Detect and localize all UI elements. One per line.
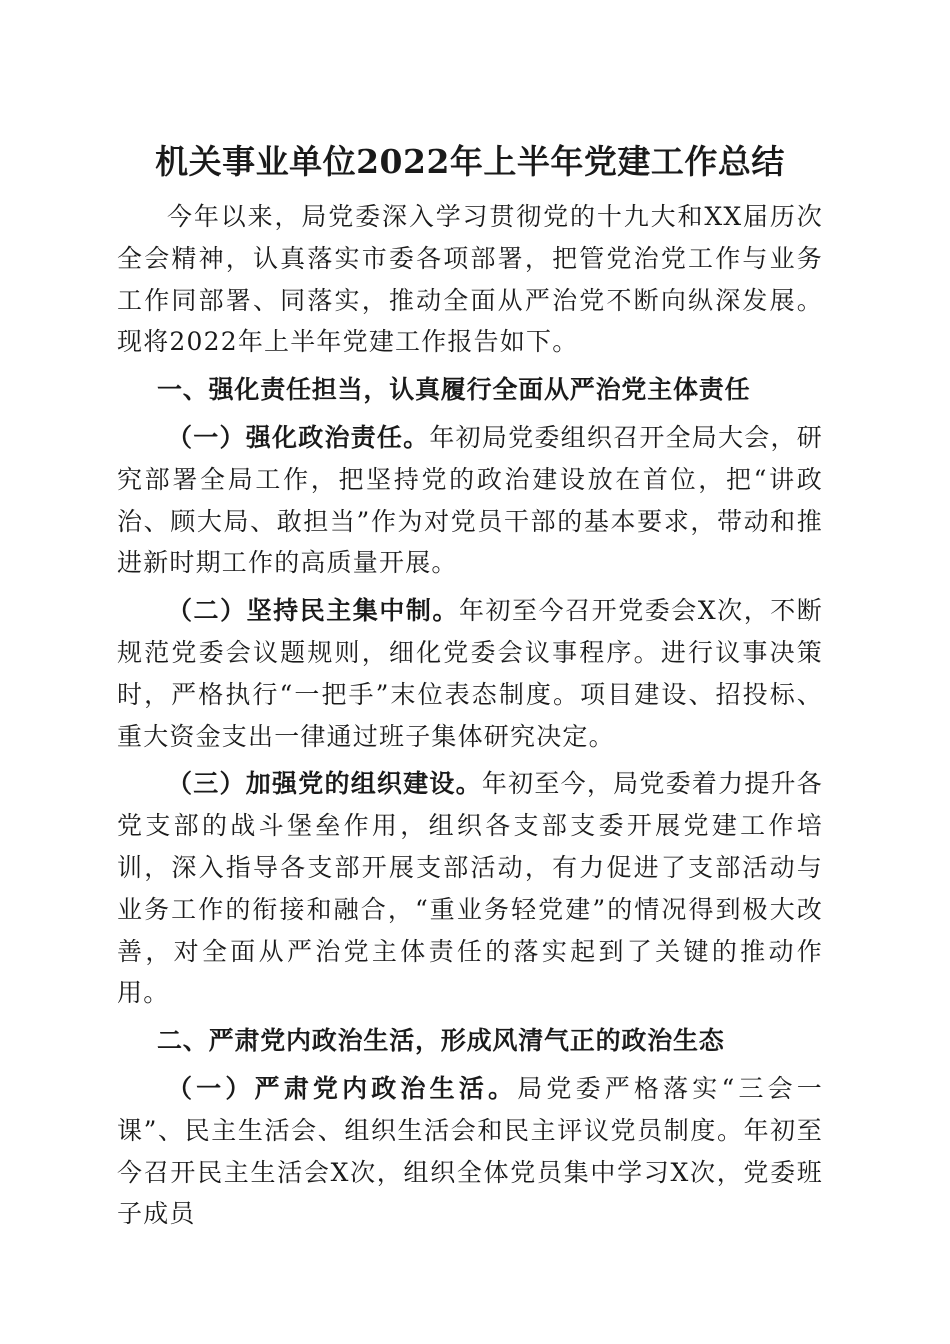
section-1-item-1-lead: （一）强化政治责任。 <box>167 422 430 452</box>
section-1-item-2-lead: （二）坚持民主集中制。 <box>167 596 459 626</box>
section-1-item-3-text: 年初至今，局党委着力提升各党支部的战斗堡垒作用，组织各支部支委开展党建工作培训，深入指导各支部开展支部活动，有力促进了支部活动与业务工作的衔接和融合，“重业务轻党建”的情况得到极大改善，对全面从严治党主体责任的落实起到了关键的推动作用。 <box>117 769 823 1008</box>
section-1-item-1 <box>117 417 823 584</box>
section-1-heading: 一、强化责任担当，认真履行全面从严治党主体责任 <box>157 375 751 405</box>
section-1-item-2-text: 年初至今召开党委会X次，不断规范党委会议题规则，细化党委会议事程序。进行议事决策时，严格执行“一把手”末位表态制度。项目建设、招投标、重大资金支出一律通过班子集体研究决定。 <box>117 596 824 751</box>
section-1-item-1-text: 年初局党委组织召开全局大会，研究部署全局工作，把坚持党的政治建设放在首位，把“讲政治、顾大局、敢担当”作为对党员干部的基本要求，带动和推进新时期工作的高质量开展。 <box>117 422 823 578</box>
document-title: 机关事业单位2022年上半年党建工作总结 <box>155 142 785 181</box>
section-1-item-3 <box>117 763 823 1014</box>
section-1-item-2 <box>117 590 823 757</box>
document-page <box>117 136 823 1241</box>
section-2-item-1 <box>117 1068 823 1235</box>
intro-paragraph: 今年以来，局党委深入学习贯彻党的十九大和XX届历次全会精神，认真落实市委各项部署，把管党治党工作与业务工作同部署、同落实，推动全面从严治党不断向纵深发展。现将2022年上半年党建工作报告如下。 <box>117 202 823 357</box>
section-1-item-3-lead: （三）加强党的组织建设。 <box>167 769 482 799</box>
section-2-item-1-lead: （一）严肃党内政治生活。 <box>167 1073 518 1103</box>
section-2-item-1-text: 局党委严格落实“三会一课”、民主生活会、组织生活会和民主评议党员制度。年初至今召开民主生活会X次，组织全体党员集中学习X次，党委班子成员 <box>117 1073 824 1229</box>
section-2-heading: 二、严肃党内政治生活，形成风清气正的政治生态 <box>157 1026 725 1056</box>
